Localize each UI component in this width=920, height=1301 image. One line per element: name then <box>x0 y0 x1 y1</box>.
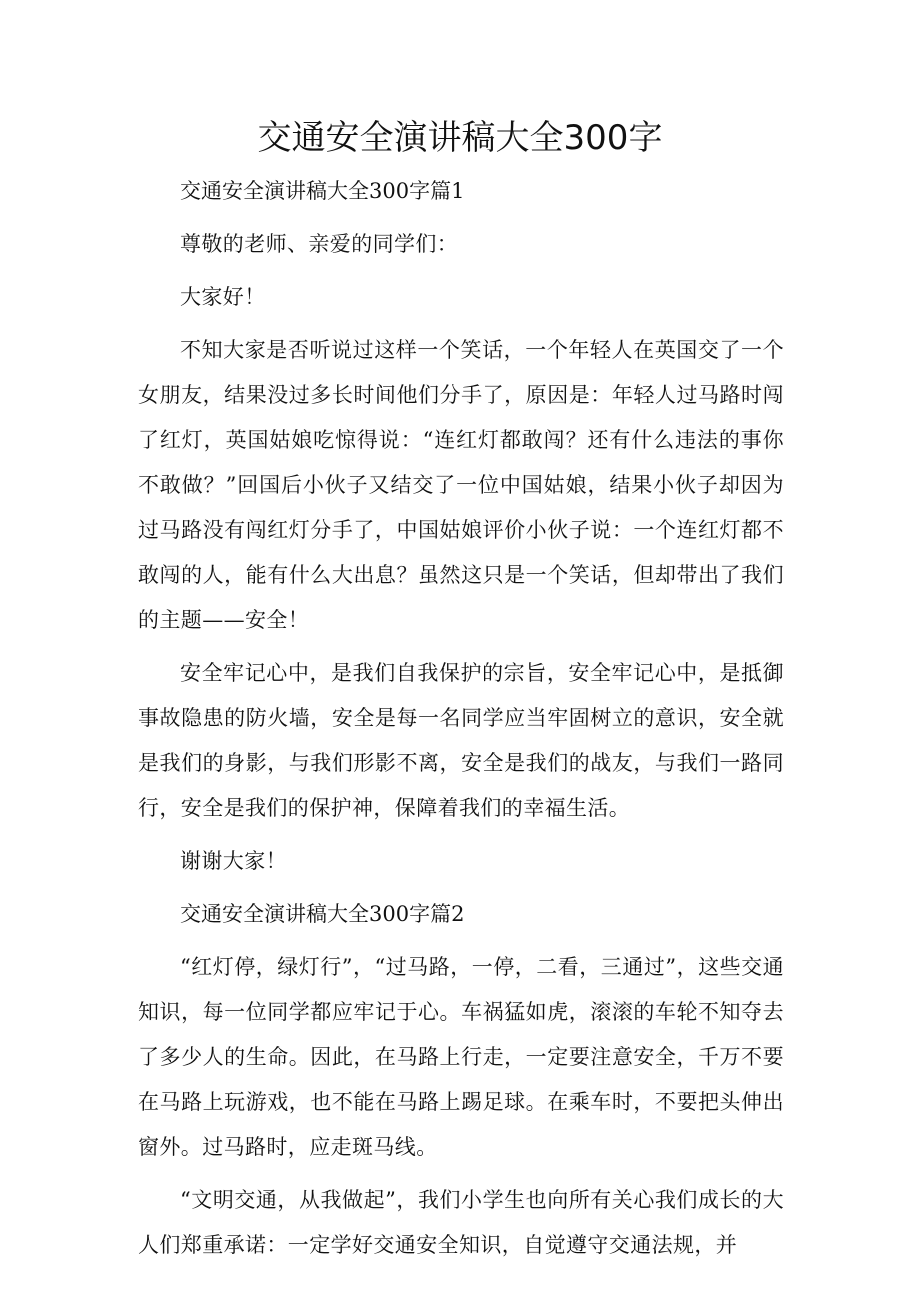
body-paragraph: “文明交通，从我做起”，我们小学生也向所有关心我们成长的大人们郑重承诺：一定学好交通安全知识，自觉遵守交通法规，并 <box>138 1188 784 1257</box>
body-paragraph: 安全牢记心中，是我们自我保护的宗旨，安全牢记心中，是抵御事故隐患的防火墙，安全是每一名同学应当牢固树立的意识，安全就是我们的身影，与我们形影不离，安全是我们的战友，与我们一路同行，安全是我们的保护神，保障着我们的幸福生活。 <box>138 661 784 820</box>
salutation: 尊敬的老师、亲爱的同学们： <box>180 232 459 256</box>
body-paragraph: “红灯停，绿灯行”，“过马路，一停，二看，三通过”，这些交通知识，每一位同学都应牢记于心。车祸猛如虎，滚滚的车轮不知夺去了多少人的生命。因此，在马路上行走，一定要注意安全，千万不要在马路上玩游戏，也不能在马路上踢足球。在乘车时，不要把头伸出窗外。过马路时，应走斑马线。 <box>138 955 784 1159</box>
closing-thanks: 谢谢大家！ <box>180 849 287 873</box>
document-title: 交通安全演讲稿大全300字 <box>257 118 663 158</box>
section-heading-2: 交通安全演讲稿大全300字篇2 <box>180 902 465 926</box>
greeting: 大家好！ <box>180 285 266 309</box>
body-paragraph: 不知大家是否听说过这样一个笑话，一个年轻人在英国交了一个女朋友，结果没过多长时间他们分手了，原因是：年轻人过马路时闯了红灯，英国姑娘吃惊得说：“连红灯都敢闯？还有什么违法的事你不敢做？”回国后小伙子又结交了一位中国姑娘，结果小伙子却因为过马路没有闯红灯分手了，中国姑娘评价小伙子说：一个连红灯都不敢闯的人，能有什么大出息？虽然这只是一个笑话，但却带出了我们的主题——安全！ <box>138 338 784 632</box>
section-heading-1: 交通安全演讲稿大全300字篇1 <box>180 179 465 203</box>
document-body <box>138 169 784 1276</box>
